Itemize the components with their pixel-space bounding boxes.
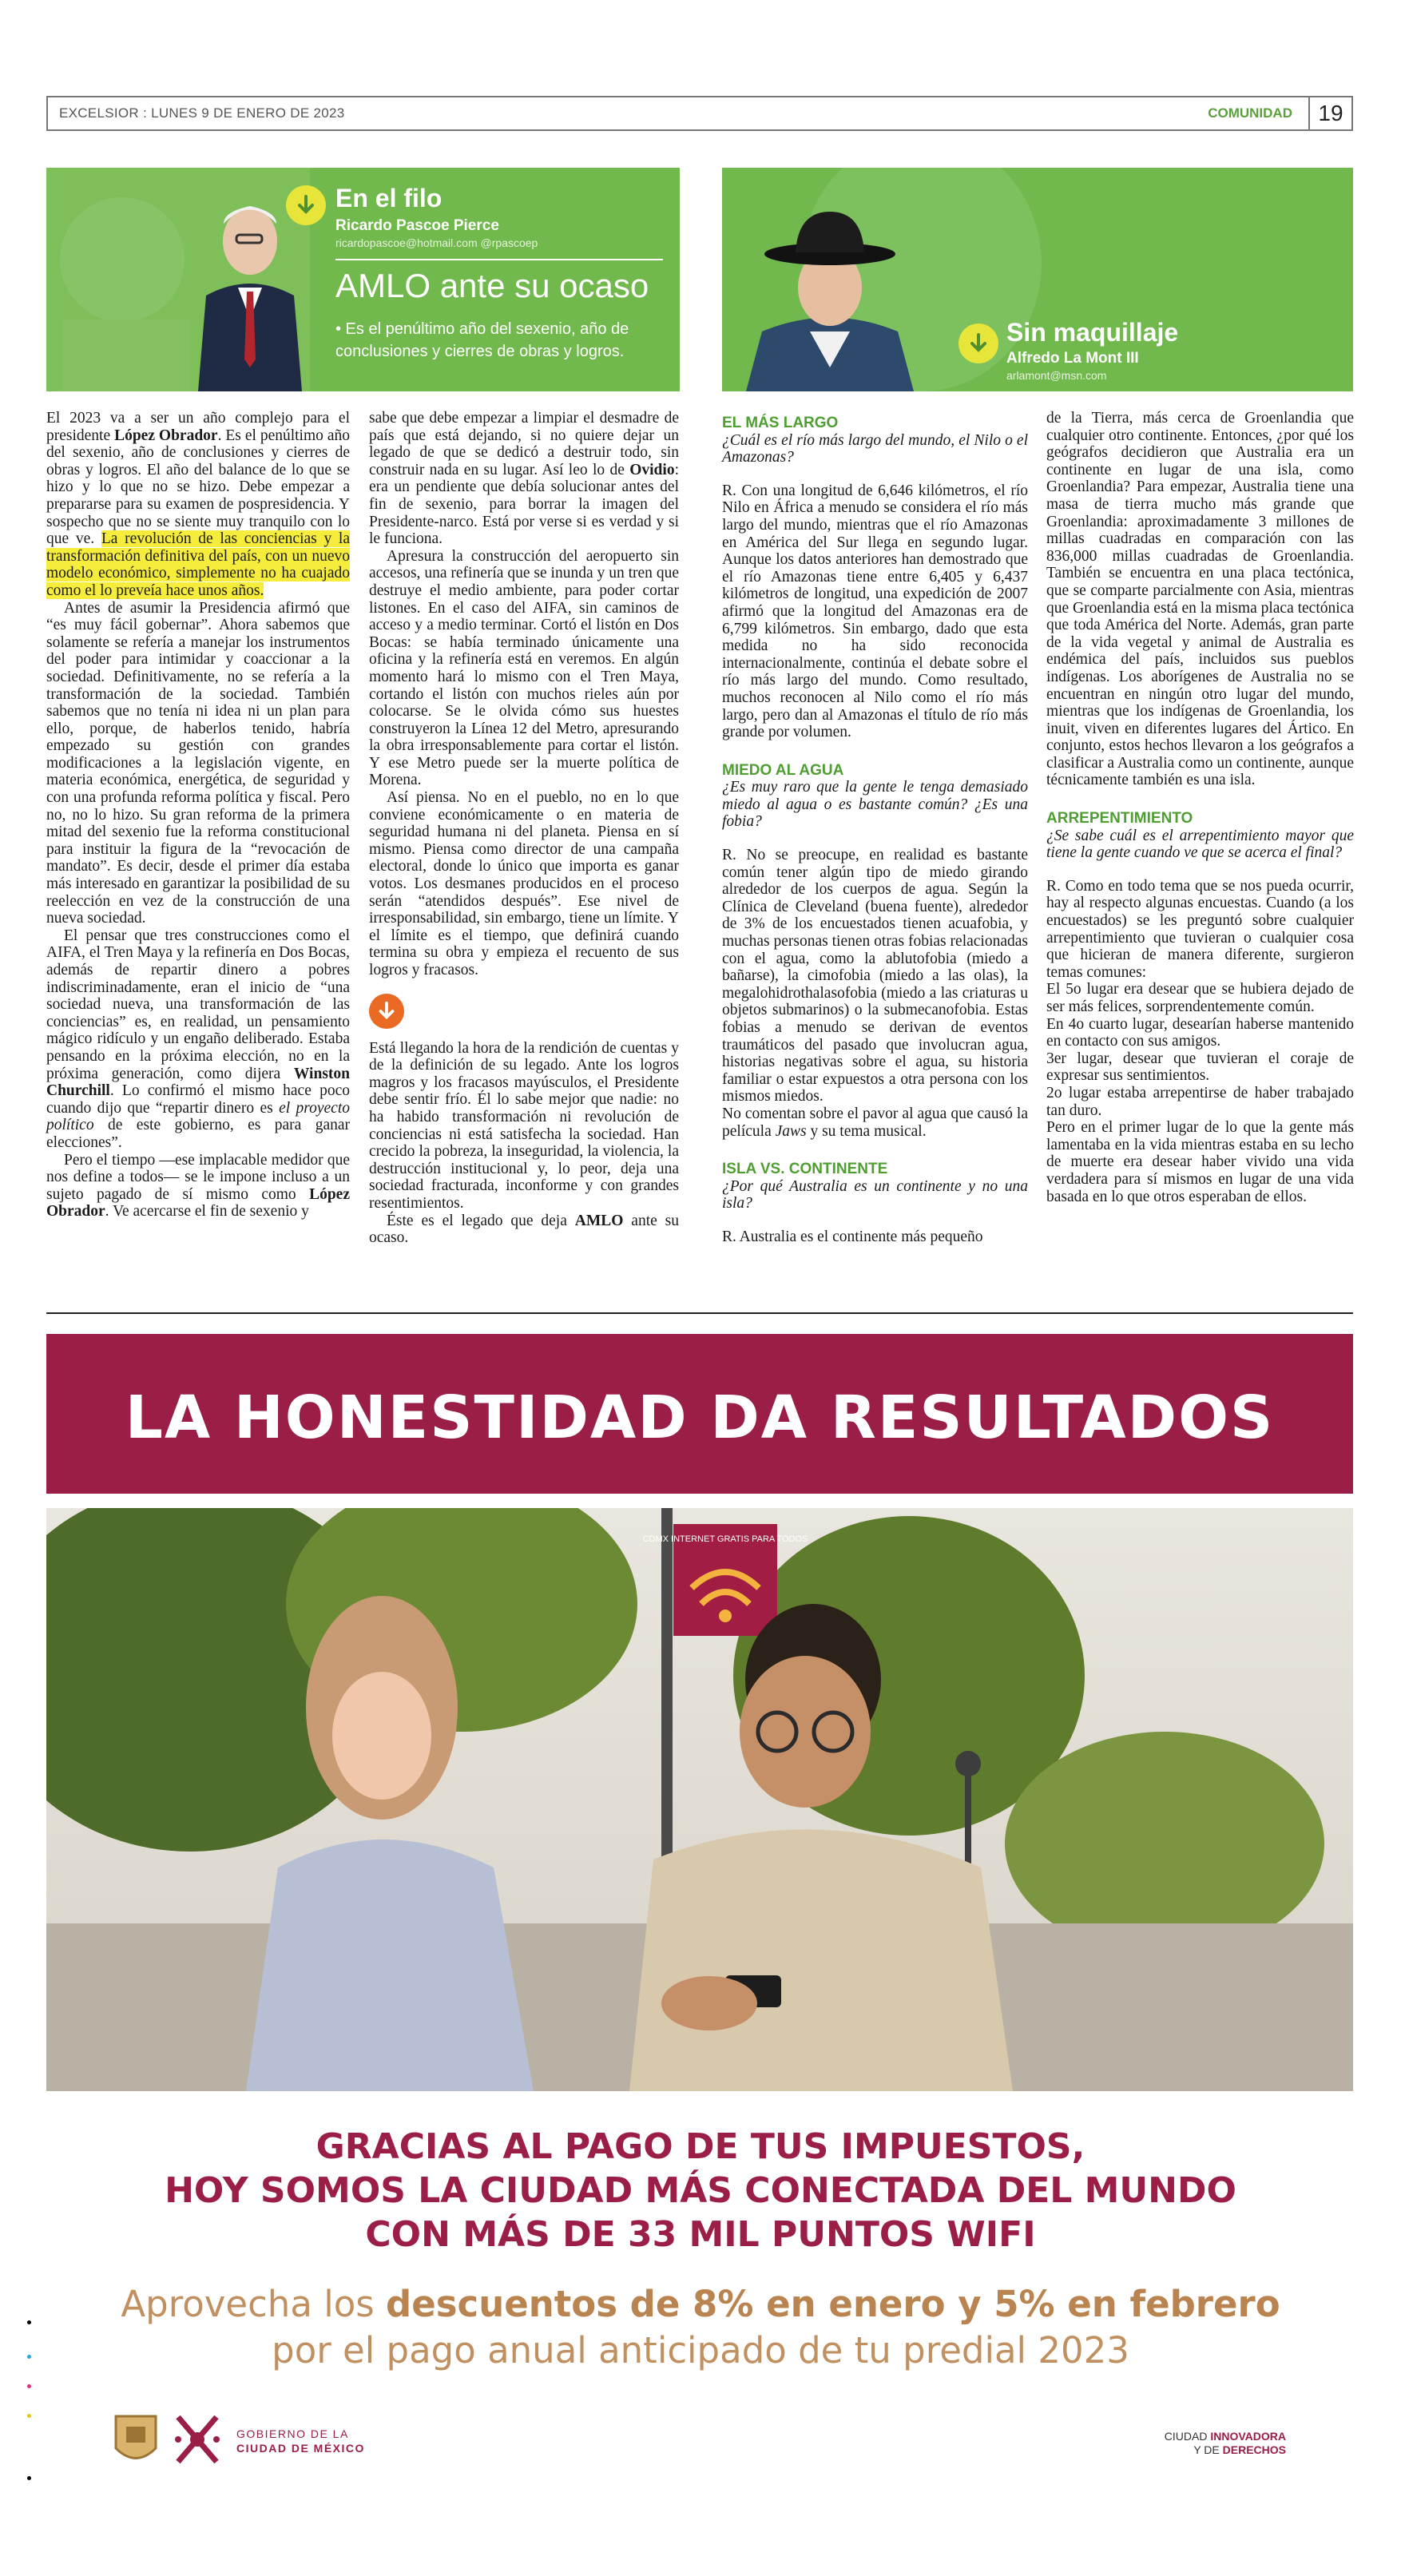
paragraph: Así piensa. No en el pueblo, no en lo que conviene económicamente o en materia de seguridad humana ni del planeta. Piensa en sí mismo. Piensa como director de una campaña electoral, donde lo único que importa es ganar votos. Los desmanes producidos en el proceso serán “atendidos después”. Ese nivel de irresponsabilidad, sin embargo, tiene un límite. Y el límite es el tiempo, que definirá cuando termina su obra y empieza el recuento de sus logros y fracasos. bbox=[369, 789, 679, 978]
article-column-1 bbox=[46, 410, 350, 1221]
article-column-2 bbox=[369, 410, 679, 1247]
question: ¿Por qué Australia es un continente y no una isla? bbox=[722, 1177, 1028, 1213]
section-heading: MIEDO AL AGUA bbox=[722, 761, 844, 779]
divider bbox=[46, 1312, 1353, 1314]
arrow-down-icon bbox=[958, 323, 998, 363]
arrow-down-icon bbox=[369, 994, 404, 1029]
page-number: 19 bbox=[1308, 97, 1351, 129]
registration-mark bbox=[27, 2320, 31, 2324]
paragraph: Pero el tiempo —ese implacable medidor que nos define a todos— se le impone incluso a un sujeto pagado de sí mismo como López Obrador. Ve acercarse el fin de sexenio y bbox=[46, 1151, 350, 1221]
author-contact: arlamont@msn.com bbox=[1006, 369, 1107, 382]
paragraph: Éste es el legado que deja AMLO ante su ocaso. bbox=[369, 1212, 679, 1247]
answer: R. Como en todo tema que se nos pueda ocurrir, hay al respecto algunas encuestas. Cuando (a los encuestados) se les preguntó sobre cualquier arrepentimiento que tuvieran o cualquier cosa que hicieran de manera diferente, surgieron temas comunes: bbox=[1046, 877, 1354, 981]
answer: R. Australia es el continente más pequeño bbox=[722, 1228, 983, 1245]
answer: No comentan sobre el pavor al agua que causó la película Jaws y su tema musical. bbox=[722, 1105, 1028, 1140]
divider bbox=[335, 259, 663, 260]
paragraph: sabe que debe empezar a limpiar el desmadre de país que está dejando, si no quiere dejar un legado de que se dedicó a destruir todo, sin construir nada en su lugar. Así leo lo de Ovidio: era un pendiente que debía solucionar antes del fin de sexenio, para borrar la imagen del Presidente-narco. Está por verse si es verdad y si le funciona. bbox=[369, 410, 679, 548]
ad-promo-2: por el pago anual anticipado de tu predial 2023 bbox=[272, 2329, 1129, 2372]
answer: En 4o cuarto lugar, desearían haberse mantenido en contacto con sus amigos. bbox=[1046, 1015, 1354, 1050]
ad-tagline-1: GRACIAS AL PAGO DE TUS IMPUESTOS, bbox=[316, 2126, 1085, 2167]
ad-tagline-3: CON MÁS DE 33 MIL PUNTOS WIFI bbox=[365, 2214, 1036, 2255]
registration-mark bbox=[27, 2414, 31, 2418]
page-header bbox=[46, 96, 1353, 131]
ad-headline: LA HONESTIDAD DA RESULTADOS bbox=[125, 1383, 1275, 1452]
author-contact: ricardopascoe@hotmail.com @rpascoep bbox=[335, 236, 538, 249]
question: ¿Se sabe cuál es el arrepentimiento mayor que tiene la gente cuando ve que se acerca el final? bbox=[1046, 827, 1354, 862]
answer: Pero en el primer lugar de lo que la gente más lamentaba en la vida mientras estaba en su lecho de muerte era desear haber vivido una vida verdadera para sí mismos en lugar de una vida basada en lo que otros esperaban de ellos. bbox=[1046, 1119, 1354, 1205]
column-name: Sin maquillaje bbox=[1006, 318, 1179, 347]
column-banner-sin-maquillaje bbox=[722, 168, 1353, 391]
column-banner-en-el-filo bbox=[46, 168, 680, 391]
date-line: EXCELSIOR : LUNES 9 DE ENERO DE 2023 bbox=[59, 105, 345, 121]
answer: R. Con una longitud de 6,646 kilómetros, el río Nilo en África a menudo se considera el río más largo del mundo, mientras que el río Amazonas en América del Sur llega en segundo lugar. Aunque los datos anteriores han demostrado que el río Amazonas tiene entre 6,405 y 6,437 kilómetros de longitud, una expedición de 2007 afirmó que la longitud del Amazonas era de 6,799 kilómetros. Sin embargo, dado que esta medida no ha sido reconocida internacionalmente, continúa el debate sobre el río más largo del mundo. Como resultado, muchos reconocen al Nilo como el río más largo, pero dan al Amazonas el título de río más grande por volumen. bbox=[722, 482, 1028, 741]
government-name: GOBIERNO DE LA CIUDAD DE MÉXICO bbox=[236, 2427, 365, 2455]
author-name: Ricardo Pascoe Pierce bbox=[335, 217, 499, 234]
section-heading: ARREPENTIMIENTO bbox=[1046, 810, 1193, 828]
answer: de la Tierra, más cerca de Groenlandia que cualquier otro continente. Entonces, ¿por qué los geógrafos decidieron que Australia era un continente en lugar de una isla, como Groenlandia? Para empezar, Australia tiene una masa de tierra mucho más grande que Groenlandia: aproximadamente 3 millones de millas cuadradas en comparación con las 836,000 millas cuadradas de Groenlandia. También se encuentra en una placa tectónica, que se comparte parcialmente con Asia, mientras que Groenlandia está en la misma placa tectónica que toda América del Norte. Además, gran parte de la vida vegetal y animal de Australia es endémica del país, incluidos sus pueblos indígenas. Los aborígenes de Australia no se encuentran en ningún otro lugar del mundo, mientras que los indígenas de Groenlandia, los inuit, viven en diferentes lugares del Ártico. En conjunto, estos hechos llevaron a los geógrafos a clasificar a Australia como un continente, aunque técnicamente también es una isla. bbox=[1046, 410, 1354, 789]
question: ¿Cuál es el río más largo del mundo, el Nilo o el Amazonas? bbox=[722, 431, 1028, 466]
answer: R. No se preocupe, en realidad es bastante común tener algún tipo de miedo girando alrededor de los cuerpos de agua. Según la Clínica de Cleveland (buena fuente), alrededor de 3% de los encuestados tienen acuafobia, y muchas personas tienen otras fobias relacionadas con el agua, como la ablutofobia (miedo a bañarse), la cimofobia (miedo a las olas), la megalohidrothalasofobia (miedo a las criaturas u objetos submarinos) o la submecanofobia. Estas fobias a menudo se derivan de eventos traumáticos del pasado que involucran agua, historias negativas sobre el agua, su historia familiar o estar expuestos a otra persona con los mismos miedos. bbox=[722, 847, 1028, 1105]
paragraph: Está llegando la hora de la rendición de cuentas y de la definición de su legado. Ante los logros magros y los fracasos mayúsculos, el Presidente debe sentir frío. Él lo sabe mejor que nadie: no ha habido transformación ni revolución de conciencias ni está satisfecha la sociedad. Han crecido la pobreza, la inseguridad, la violencia, la destrucción institucional y, lo peor, deja una sociedad fracturada, inconforme y con grandes resentimientos. bbox=[369, 1039, 679, 1212]
cdmx-logo-icon bbox=[172, 2411, 223, 2468]
section-name: COMUNIDAD bbox=[1208, 105, 1292, 121]
ad-tagline-2: HOY SOMOS LA CIUDAD MÁS CONECTADA DEL MUNDO bbox=[165, 2170, 1236, 2211]
article-headline: AMLO ante su ocaso bbox=[335, 267, 649, 304]
paragraph: El 2023 va a ser un año complejo para el presidente López Obrador. Es el penúltimo año del sexenio, año de conclusiones y cierres de obras y logros. El año del balance de lo que se hizo y lo que no se hizo. Debe empezar a prepararse para su examen de pospresidencia. Y sospecho que no se siente muy tranquilo con lo que ve. La revolución de las conciencias y la transformación definitiva del país, con un nuevo modelo económico, simplemente no ha cuajado como el lo preveía hace unos años. bbox=[46, 410, 351, 599]
ad-photo bbox=[46, 1508, 1353, 2091]
registration-mark bbox=[27, 2355, 31, 2359]
highlighted-text: La revolución de las conciencias y la transformación definitiva del país, con un nuevo modelo económico, simplemente no ha cuajado como el lo preveía hace unos años. bbox=[46, 530, 351, 599]
ad-promo-1: Aprovecha los descuentos de 8% en enero y 5% en febrero bbox=[121, 2283, 1280, 2325]
answer: El 5o lugar era desear que se hubiera dejado de ser más felices, sorprendentemente común. bbox=[1046, 981, 1354, 1015]
paragraph: Apresura la construcción del aeropuerto sin accesos, una refinería que se inunda y un tren que destruye el medio ambiente, para poder cortar listones. En el caso del AIFA, sin caminos de acceso y a medio terminar. Cortó el listón en Dos Bocas: se había terminado únicamente una oficina y la refinería está en veremos. En algún momento hará lo mismo con el Tren Maya, cortando el listón con muchos rieles aún por colocarse. Se le olvida cómo sus huestes construyeron la Línea 12 del Metro, apresurando la obra irresponsablemente para cortar el listón. Y ese Metro puede ser la muerte política de Morena. bbox=[369, 547, 679, 789]
city-slogan: CIUDAD INNOVADORA Y DE DERECHOS bbox=[1164, 2430, 1286, 2456]
qa-column-2 bbox=[1046, 410, 1354, 1205]
qa-column-1 bbox=[722, 410, 1028, 1246]
section-heading: EL MÁS LARGO bbox=[722, 415, 839, 431]
ad-headline-band bbox=[46, 1334, 1353, 1494]
paragraph: Antes de asumir la Presidencia afirmó que “es muy fácil gobernar”. Ahora sabemos que solamente se refería a manejar los instrumentos del poder para intimidar y coaccionar a la sociedad. Definitivamente, no se refería a la transformación de la sociedad. También sabemos que no tenía ni idea ni un plan para ello, porque, de haberlos tenido, habría empezado su gestión con grandes modificaciones a la legislación vigente, en materia económica, energética, de seguridad y con una profunda reforma política y fiscal. Pero no, no lo hizo. Su gran reforma de la primera mitad del sexenio fue la reforma constitucional para instituir la figura de la “revocación de mandato”. Es decir, desde el primer día estaba más interesado en garantizar la posibilidad de su reelección en vez de la construcción de una nueva sociedad. bbox=[46, 599, 350, 927]
author-name: Alfredo La Mont III bbox=[1006, 350, 1139, 367]
registration-mark bbox=[27, 2384, 31, 2388]
answer: 2o lugar estaba arrepentirse de haber trabajado tan duro. bbox=[1046, 1084, 1354, 1119]
section-heading: ISLA VS. CONTINENTE bbox=[722, 1161, 888, 1178]
article-subhead: • Es el penúltimo año del sexenio, año de conclusiones y cierres de obras y logros. bbox=[335, 320, 629, 360]
question: ¿Es muy raro que la gente le tenga demasiado miedo al agua o es bastante común? ¿Es una fobia? bbox=[722, 779, 1028, 831]
arrow-down-icon bbox=[286, 185, 326, 225]
coat-of-arms-icon bbox=[112, 2412, 160, 2468]
column-name: En el filo bbox=[335, 184, 443, 212]
answer: 3er lugar, desear que tuvieran el coraje de expresar sus sentimientos. bbox=[1046, 1050, 1354, 1085]
wifi-sign-label: CDMX INTERNET GRATIS PARA TODOS bbox=[642, 1534, 808, 1544]
paragraph: El pensar que tres construcciones como el AIFA, el Tren Maya y la refinería en Dos Bocas, además de repartir dinero a pobres indiscriminadamente, eran el inicio de “una sociedad nueva, una transformación de las conciencias” es, en realidad, un pensamiento mágico ridículo y un engaño deliberado. Estaba pensando en la próxima elección, no en la próxima generación, como dijera Winston Churchill. Lo confirmó el mismo hace poco cuando dijo que “repartir dinero es el proyecto político de este gobierno, es para ganar elecciones”. bbox=[46, 927, 350, 1151]
registration-mark bbox=[27, 2476, 31, 2480]
